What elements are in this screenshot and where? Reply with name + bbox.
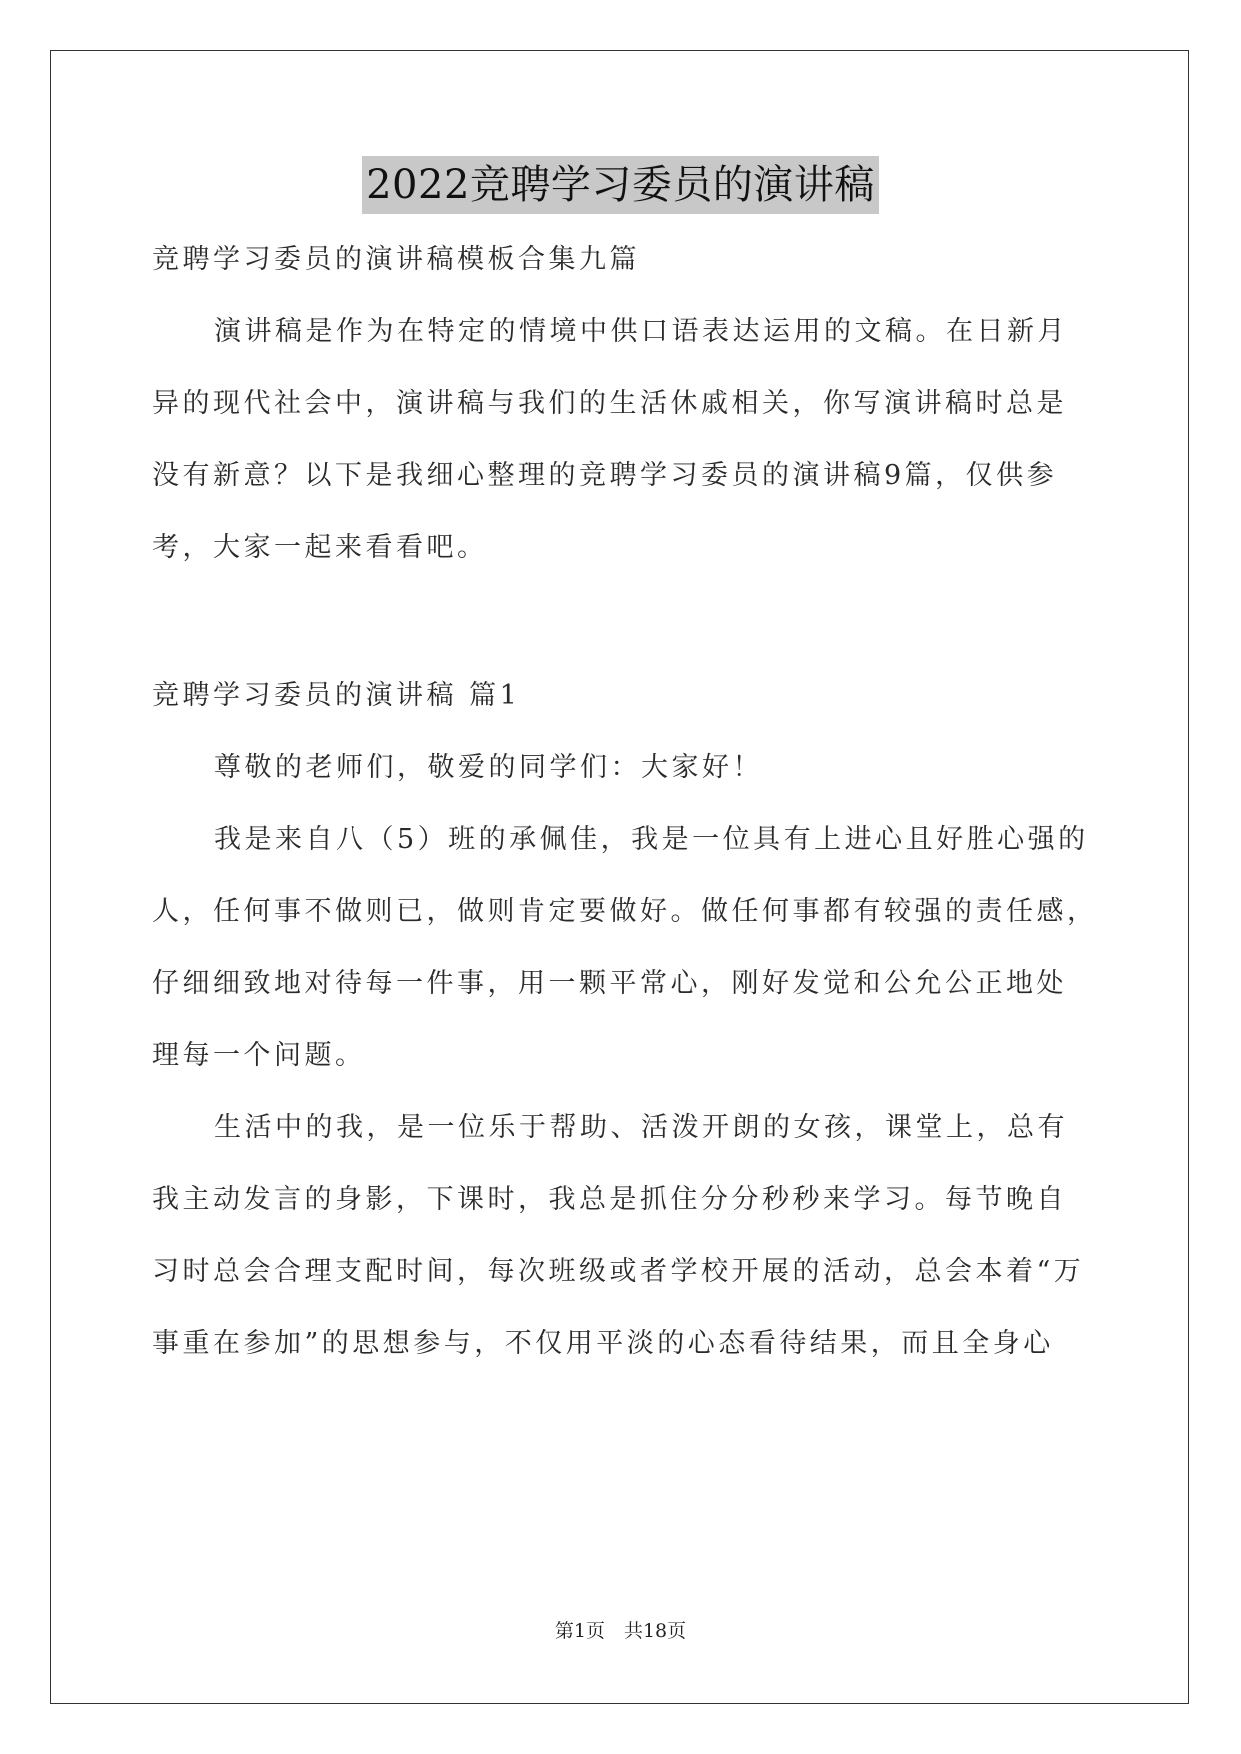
document-title: 2022竞聘学习委员的演讲稿 [362, 156, 879, 214]
paragraph-line: 习时总会合理支配时间，每次班级或者学校开展的活动，总会本着“万 [152, 1256, 1085, 1287]
paragraph-line: 人，任何事不做则已，做则肯定要做好。做任何事都有较强的责任感， [152, 896, 1098, 927]
paragraph-line: 演讲稿是作为在特定的情境中供口语表达运用的文稿。在日新月 [214, 316, 1068, 347]
paragraph-line: 异的现代社会中，演讲稿与我们的生活休戚相关，你写演讲稿时总是 [152, 388, 1067, 419]
paragraph-line: 理每一个问题。 [152, 1040, 366, 1071]
paragraph-line: 生活中的我，是一位乐于帮助、活泼开朗的女孩，课堂上，总有 [214, 1112, 1068, 1143]
paragraph-line: 尊敬的老师们，敬爱的同学们：大家好！ [214, 752, 763, 783]
paragraph-line: 没有新意？以下是我细心整理的竞聘学习委员的演讲稿9篇，仅供参 [152, 460, 1058, 491]
paragraph-line: 仔细细致地对待每一件事，用一颗平常心，刚好发觉和公允公正地处 [152, 968, 1067, 999]
paragraph-line: 事重在参加”的思想参与，不仅用平淡的心态看待结果，而且全身心 [152, 1328, 1054, 1359]
section-heading: 竞聘学习委员的演讲稿 篇1 [152, 680, 521, 711]
title-container [0, 156, 1241, 214]
document-subtitle: 竞聘学习委员的演讲稿模板合集九篇 [152, 244, 640, 275]
page-border [50, 50, 1189, 1704]
paragraph-line: 考，大家一起来看看吧。 [152, 532, 488, 563]
page-number: 第1页 共18页 [554, 1620, 687, 1642]
paragraph-line: 我是来自八（5）班的承佩佳，我是一位具有上进心且好胜心强的 [214, 824, 1089, 855]
paragraph-line: 我主动发言的身影，下课时，我总是抓住分分秒秒来学习。每节晚自 [152, 1184, 1067, 1215]
